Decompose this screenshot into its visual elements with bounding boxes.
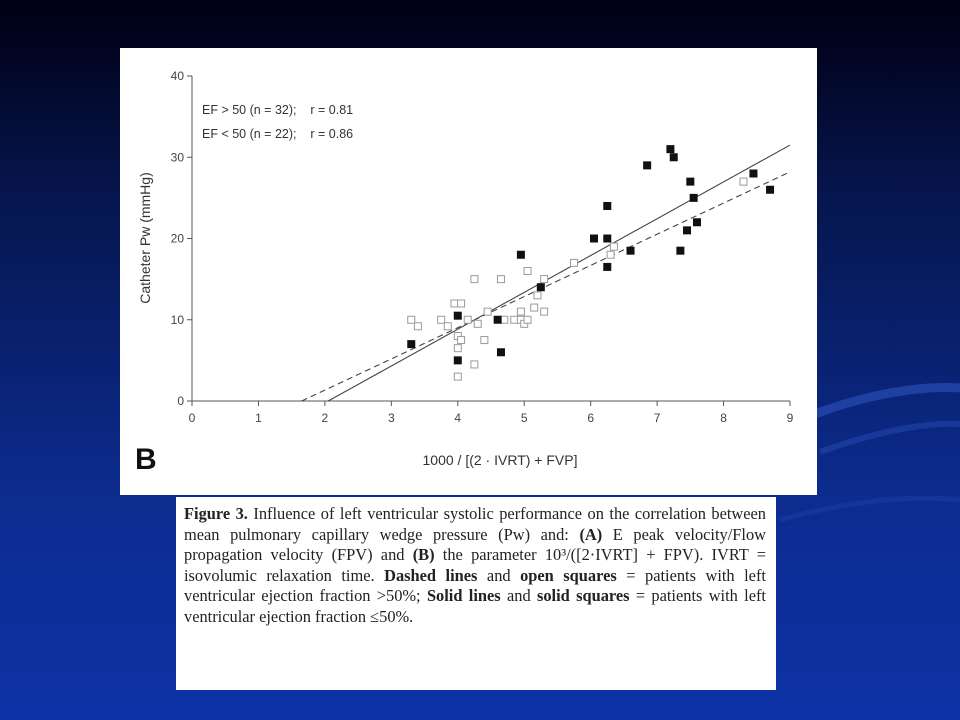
open-square-point [541,308,548,315]
x-tick-label: 7 [653,411,661,425]
open-square-point [497,276,504,283]
solid-square-point [644,162,651,169]
solid-square-point [590,235,597,242]
open-square-point [454,373,461,380]
figure-panel [120,48,817,495]
annotation-ef-above-50: EF > 50 (n = 32); r = 0.81 [202,103,354,117]
open-square-point [524,316,531,323]
scatter-chart [120,48,817,495]
solid-square-point [750,170,757,177]
open-square-point [414,323,421,330]
solid-square-point [667,146,674,153]
open-square-point [474,320,481,327]
x-tick-label: 1 [255,411,262,425]
solid-square-point [767,186,774,193]
open-square-point [610,243,617,250]
solid-square-point [408,341,415,348]
regression-lines [302,145,790,401]
open-square-point [471,276,478,283]
x-tick-label: 4 [454,411,462,425]
solid-square-point [627,247,634,254]
open-square-point [531,304,538,311]
annotation-ef-below-50: EF < 50 (n = 22); r = 0.86 [202,127,354,141]
caption-text: = patients with left ventricular ejection fraction ≤50%. [184,586,766,626]
open-square-point [484,308,491,315]
solid-fit-line [328,145,790,401]
chart-axes [171,69,794,425]
solid-square-point [604,235,611,242]
caption-text: = patients with left ventricular ejection fraction >50%; [184,565,766,606]
open-square-point [454,345,461,352]
open-square-point [517,308,524,315]
caption-bold-text: Dashed lines [384,565,478,585]
solid-square-point [684,227,691,234]
solid-square-point [454,312,461,319]
y-tick-label: 20 [170,231,184,246]
x-tick-label: 0 [188,411,196,425]
solid-square-point [670,154,677,161]
x-tick-label: 8 [720,411,727,425]
open-square-point [471,361,478,368]
data-points [408,146,774,381]
open-square-point [607,251,614,258]
caption-text: E peak velocity/Flow propagation velocity (FPV) and [184,524,766,565]
open-square-point [451,300,458,307]
solid-square-point [454,357,461,364]
y-tick-label: 10 [170,312,184,327]
open-square-point [464,316,471,323]
x-tick-label: 5 [520,411,528,425]
open-square-point [481,337,488,344]
open-square-point [408,316,415,323]
open-square-point [458,337,465,344]
panel-label: B [135,443,157,476]
dashed-fit-line [302,172,790,401]
x-tick-label: 6 [587,411,595,425]
open-square-point [438,316,445,323]
y-axis-label: Catheter Pw (mmHg) [137,172,153,304]
open-square-point [740,178,747,185]
open-square-point [444,323,451,330]
caption-label: Figure 3. [184,504,248,523]
x-tick-label: 3 [387,411,395,425]
y-tick-label: 0 [177,394,184,408]
y-tick-label: 40 [170,69,184,83]
solid-square-point [604,263,611,270]
caption-bold-text: open squares [520,565,617,585]
caption-bold-text: Solid lines [426,586,501,606]
x-tick-label: 2 [321,411,329,425]
solid-square-point [690,194,697,201]
figure-caption [176,497,776,690]
open-square-point [541,276,548,283]
caption-bold-text: solid squares [536,586,630,606]
open-square-point [534,292,541,299]
x-tick-label: 9 [786,411,794,425]
open-square-point [458,300,465,307]
solid-square-point [494,316,501,323]
x-axis-label: 1000 / [(2 · IVRT) + FVP] [422,452,578,468]
caption-bold-text: (A) [579,524,603,544]
caption-text: and [500,586,537,606]
solid-square-point [517,251,524,258]
caption-text: Influence of left ventricular systolic performance on the correlation between mean pulmonary capillary wedge pressure (Pw) and: [184,504,766,544]
solid-square-point [604,203,611,210]
caption-text: and [477,565,521,585]
solid-square-point [497,349,504,356]
solid-square-point [693,219,700,226]
solid-square-point [537,284,544,291]
open-square-point [571,259,578,266]
caption-text: the parameter 10³/([2·IVRT] + FPV). IVRT = isovolumic relaxation time. [184,545,766,585]
open-square-point [524,268,531,275]
open-square-point [511,316,518,323]
y-tick-label: 30 [170,150,184,165]
solid-square-point [687,178,694,185]
caption-bold-text: (B) [412,545,435,565]
open-square-point [501,316,508,323]
solid-square-point [677,247,684,254]
